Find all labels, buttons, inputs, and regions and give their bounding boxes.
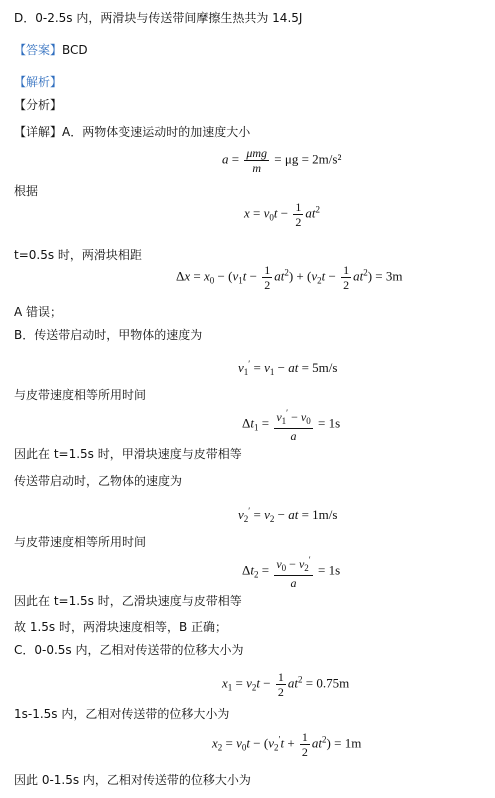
equation-x1: $x_1 = v_2t$ − $\frac{1}{2}$ $at^2 = 0.75m$	[222, 670, 350, 699]
answer-line	[14, 42, 88, 58]
eq1-result: = μg = 2m/s²	[274, 151, 342, 167]
analysis-tag: 【解析】	[14, 75, 63, 89]
option-d-line: D．0-2.5s 内，两滑块与传送带间摩擦生热共为 14.5J	[14, 11, 303, 25]
equation-x2: $x_2 = v_0t - (v_2't$ + $\frac{1}{2}$ $at^2) = 1m$	[212, 730, 362, 759]
equation-dt1: $\Delta t_1$ = $\frac{v_1' - v_0}{a}$ = 1s	[242, 408, 341, 443]
eq4-result: = 5m/s	[301, 360, 338, 375]
detail-line	[14, 124, 250, 140]
c-015-line: 因此 0-1.5s 内，乙相对传送带的位移大小为	[14, 773, 251, 787]
fenxi-tag: 【分析】	[14, 98, 63, 112]
yi-speed-line: 传送带启动时，乙物体的速度为	[14, 474, 183, 488]
equation-v2-prime: $v_2' = v_2$ − at = 1m/s	[238, 506, 338, 524]
b-start-line: B．传送带启动时，甲物体的速度为	[14, 328, 203, 342]
eq7-result: = 1s	[318, 562, 341, 578]
b-correct-line: 故 1.5s 时，两滑块速度相等，B 正确；	[14, 620, 228, 634]
equation-acceleration: a = μmg m = μg = 2m/s²	[222, 146, 342, 175]
equation-distance: $\Delta x = x_0 - (v_1t$ − $\frac{1}{2}$ $at^2) + (v_2t$ − $\frac{1}{2}$ $at^2) = 3m$	[176, 263, 403, 292]
eq5-result: = 1s	[318, 415, 341, 431]
equation-displacement: $x = v_0t$ − $\frac{1}{2}$ $at^2$	[244, 200, 320, 229]
genju-line: 根据	[14, 184, 39, 198]
eq6-result: = 1m/s	[301, 507, 338, 522]
t05-line: t=0.5s 时，两滑块相距	[14, 248, 142, 262]
answer-value: BCD	[62, 43, 88, 57]
c-05-line: C．0-0.5s 内，乙相对传送带的位移大小为	[14, 643, 244, 657]
same-speed-line-2: 与皮带速度相等所用时间	[14, 535, 147, 549]
eq9-result: = 1m	[334, 735, 362, 751]
eq8-result: = 0.75m	[305, 675, 350, 691]
therefore-yi-line: 因此在 t=1.5s 时，乙滑块速度与皮带相等	[14, 594, 242, 608]
eq3-result: = 3m	[375, 268, 403, 284]
c-1-15-line: 1s-1.5s 内，乙相对传送带的位移大小为	[14, 707, 230, 721]
a-wrong-line: A 错误；	[14, 305, 63, 319]
detail-a-text: A．两物体变速运动时的加速度大小	[62, 125, 251, 139]
detail-tag: 【详解】	[14, 125, 63, 139]
equation-v1-prime: $v_1' = v_1$ − at = 5m/s	[238, 359, 338, 377]
same-speed-line-1: 与皮带速度相等所用时间	[14, 388, 147, 402]
answer-tag: 【答案】	[14, 43, 63, 57]
equation-dt2: $\Delta t_2$ = $\frac{v_0 - v_2'}{a}$ = 1s	[242, 555, 341, 590]
therefore-jia-line: 因此在 t=1.5s 时，甲滑块速度与皮带相等	[14, 447, 242, 461]
